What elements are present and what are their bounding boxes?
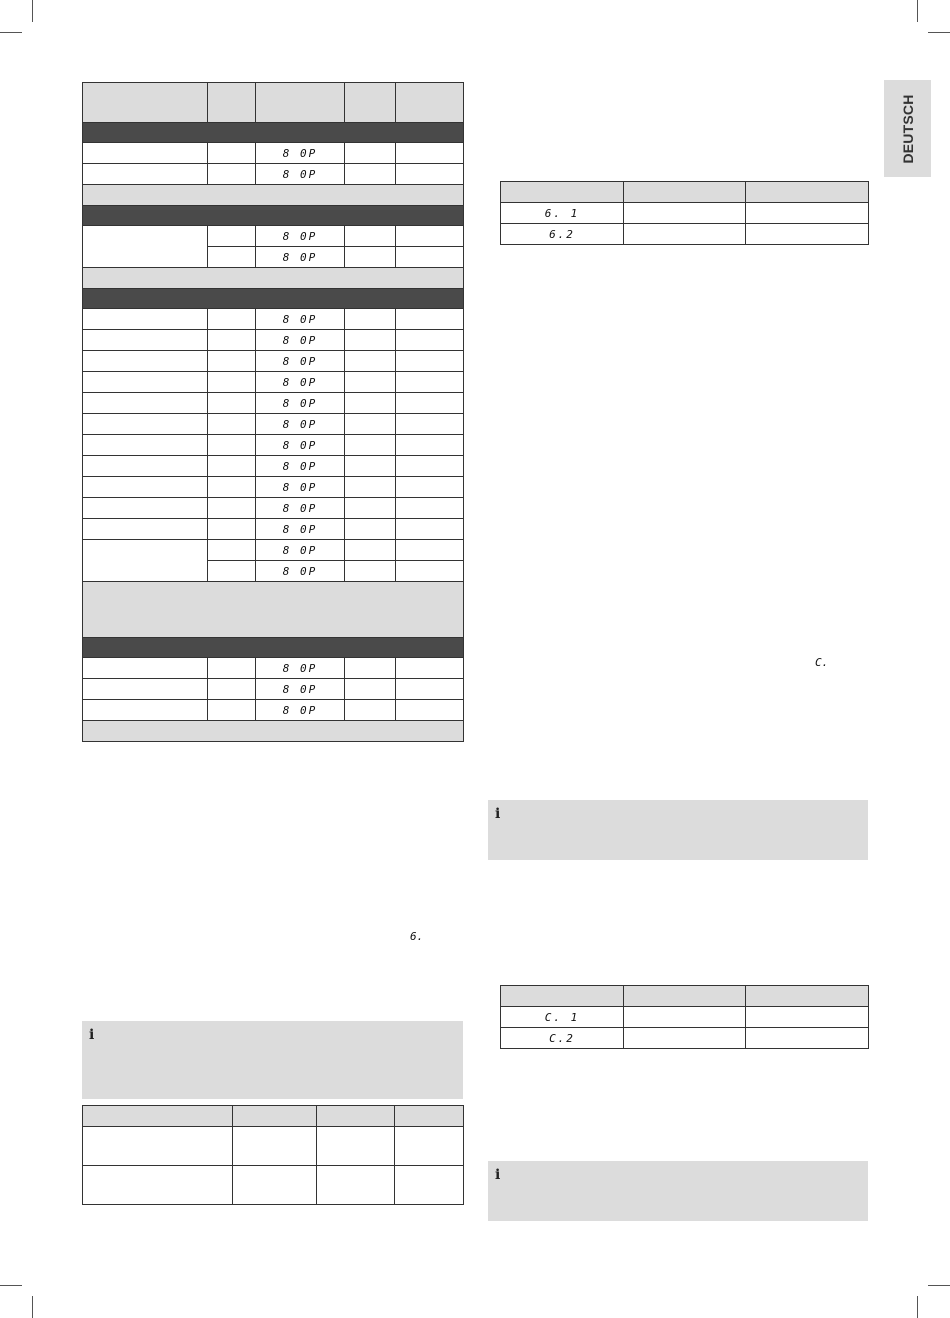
section-row bbox=[83, 123, 464, 143]
table-header bbox=[83, 1106, 464, 1127]
display-code: 8 0P bbox=[256, 435, 345, 456]
section-row bbox=[83, 289, 464, 309]
crop-mark bbox=[917, 1296, 918, 1318]
table-row bbox=[83, 679, 464, 700]
table-row bbox=[83, 164, 464, 185]
section-row bbox=[83, 206, 464, 226]
table-row bbox=[83, 1166, 464, 1205]
display-code: 8 0P bbox=[256, 561, 345, 582]
display-code: 8 0P bbox=[256, 143, 345, 164]
info-icon: i bbox=[89, 1027, 95, 1043]
table-row bbox=[83, 393, 464, 414]
table-row bbox=[83, 226, 464, 247]
bottom-table bbox=[82, 1105, 464, 1205]
language-label: DEUTSCH bbox=[899, 93, 916, 164]
info-box bbox=[82, 1021, 463, 1099]
table-row bbox=[83, 477, 464, 498]
display-code: 8 0P bbox=[256, 498, 345, 519]
table-row bbox=[83, 658, 464, 679]
display-code: 8 0P bbox=[256, 226, 345, 247]
table-row bbox=[501, 203, 869, 224]
table-row bbox=[83, 372, 464, 393]
display-code: 8 0P bbox=[256, 351, 345, 372]
display-code: 8 0P bbox=[256, 309, 345, 330]
program-table bbox=[82, 82, 464, 742]
table-row bbox=[83, 351, 464, 372]
display-code: 8 0P bbox=[256, 393, 345, 414]
table-row bbox=[83, 414, 464, 435]
table-row bbox=[501, 1028, 869, 1049]
display-code: 8 0P bbox=[256, 372, 345, 393]
table-header bbox=[501, 182, 869, 203]
note-row bbox=[83, 268, 464, 289]
crop-mark bbox=[0, 1285, 22, 1286]
display-code: 8 0P bbox=[256, 414, 345, 435]
display-code: 8 0P bbox=[256, 477, 345, 498]
table-row bbox=[501, 1007, 869, 1028]
program-prefix-g: 6. bbox=[410, 930, 424, 943]
display-code: 8 0P bbox=[256, 519, 345, 540]
table-row bbox=[501, 224, 869, 245]
table-row bbox=[83, 309, 464, 330]
table-header bbox=[501, 986, 869, 1007]
info-box bbox=[488, 1161, 868, 1221]
crop-mark bbox=[32, 0, 33, 22]
program-code: C.2 bbox=[501, 1028, 624, 1049]
table-row bbox=[83, 540, 464, 561]
program-code: 6. 1 bbox=[501, 203, 624, 224]
table-row bbox=[83, 435, 464, 456]
display-code: 8 0P bbox=[256, 540, 345, 561]
section-row bbox=[83, 638, 464, 658]
note-row bbox=[83, 582, 464, 638]
crop-mark bbox=[0, 32, 22, 33]
program-prefix-c: C. bbox=[815, 656, 829, 669]
table-row bbox=[83, 519, 464, 540]
table-row bbox=[83, 456, 464, 477]
crop-mark bbox=[917, 0, 918, 22]
display-code: 8 0P bbox=[256, 456, 345, 477]
info-icon: i bbox=[495, 806, 501, 822]
crop-mark bbox=[32, 1296, 33, 1318]
note-row bbox=[83, 721, 464, 742]
info-icon: i bbox=[495, 1167, 501, 1183]
display-code: 8 0P bbox=[256, 247, 345, 268]
table-row bbox=[83, 330, 464, 351]
crop-mark bbox=[928, 1285, 950, 1286]
program-code: 6.2 bbox=[501, 224, 624, 245]
language-tab bbox=[884, 80, 931, 177]
table-row bbox=[83, 498, 464, 519]
display-code: 8 0P bbox=[256, 700, 345, 721]
table-row bbox=[83, 143, 464, 164]
table-row bbox=[83, 1127, 464, 1166]
display-code: 8 0P bbox=[256, 679, 345, 700]
display-code: 8 0P bbox=[256, 658, 345, 679]
crop-mark bbox=[928, 32, 950, 33]
table-header bbox=[83, 83, 464, 123]
display-code: 8 0P bbox=[256, 330, 345, 351]
display-code: 8 0P bbox=[256, 164, 345, 185]
program-c-table bbox=[500, 985, 869, 1049]
program-g-table bbox=[500, 181, 869, 245]
note-row bbox=[83, 185, 464, 206]
info-box bbox=[488, 800, 868, 860]
program-code: C. 1 bbox=[501, 1007, 624, 1028]
table-row bbox=[83, 700, 464, 721]
